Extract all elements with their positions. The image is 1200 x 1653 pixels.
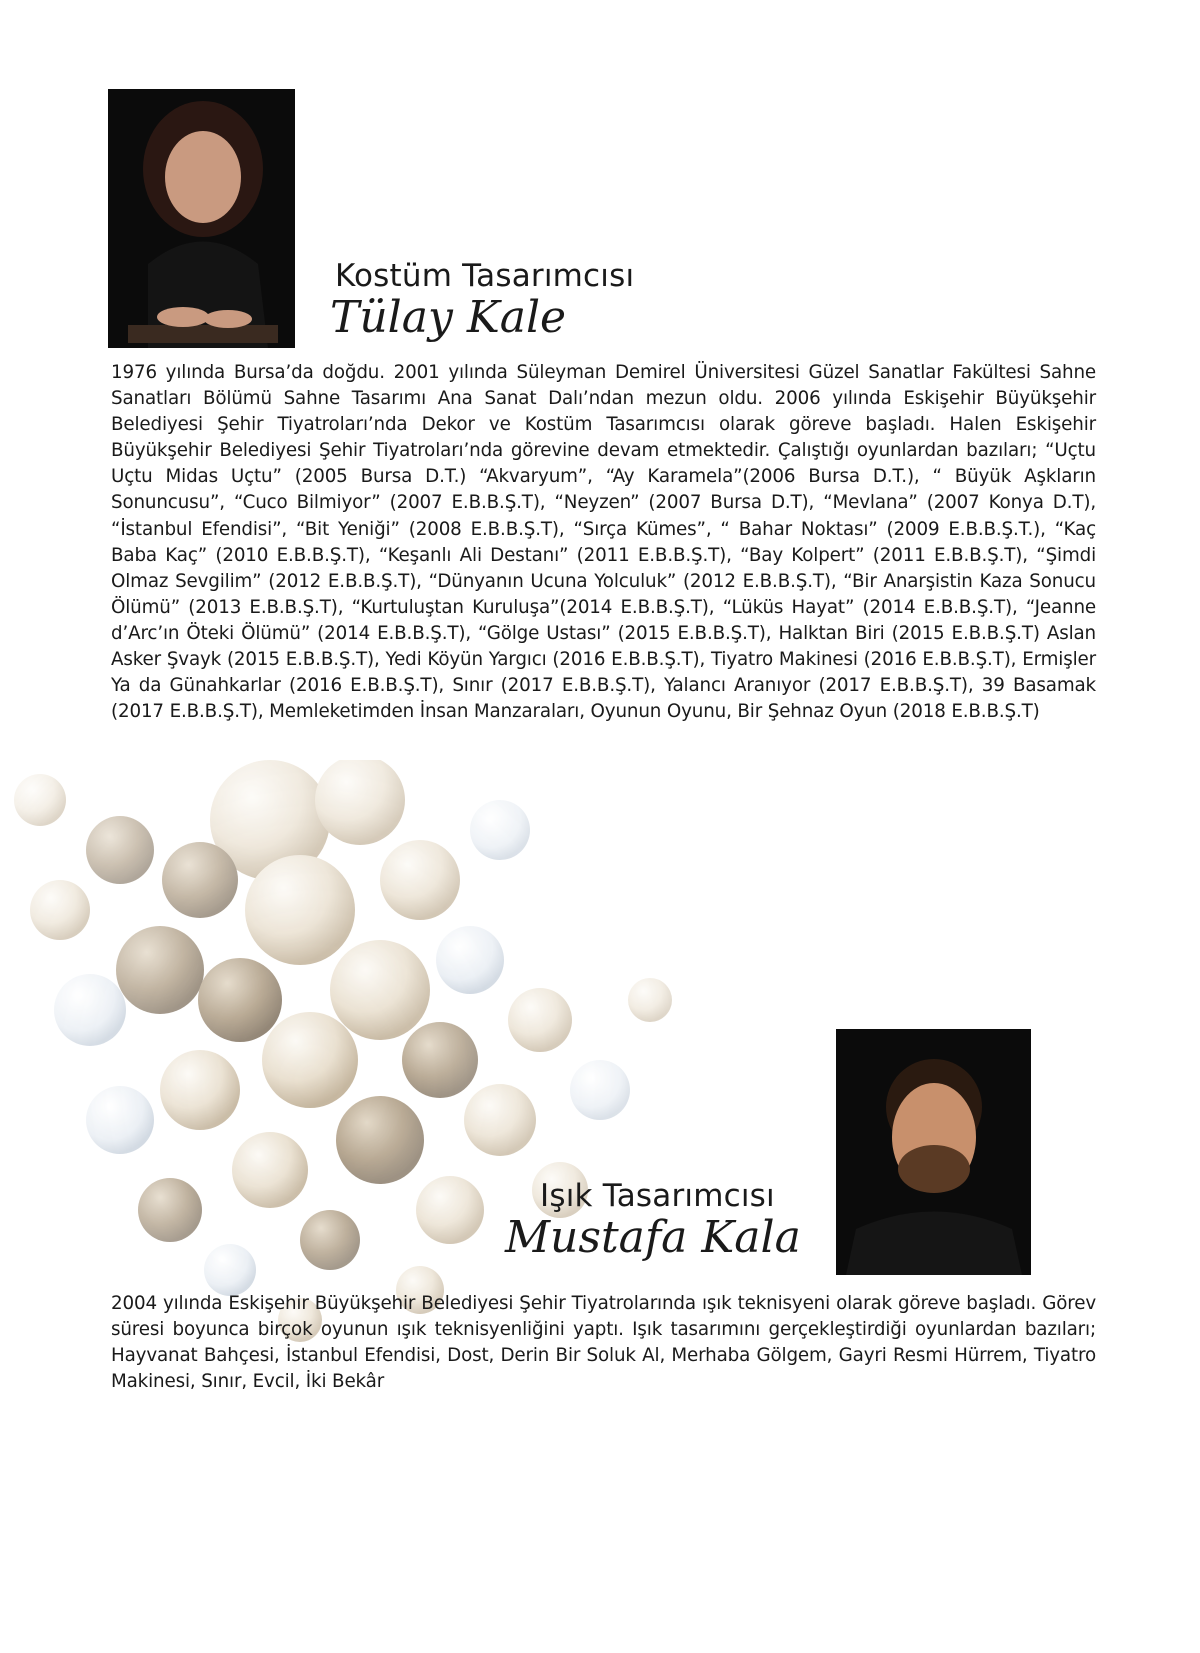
tulay-kale-photo	[108, 89, 295, 348]
tulay-kale-name: Tülay Kale	[330, 292, 567, 343]
mustafa-kala-photo	[836, 1029, 1031, 1275]
tulay-kale-bio: 1976 yılında Bursa’da doğdu. 2001 yılında Süleyman Demirel Üniversitesi Güzel Sanatlar Fakültesi Sahne Sanatları Bölümü Sahne Tasarımı Ana Sanat Dalı’ndan mezun oldu. 2006 yılında Eskişehir Büyükşehir Belediyesi Şehir Tiyatroları’nda Dekor ve Kostüm Tasarımcısı olarak göreve başladı. Halen Eskişehir Büyükşehir Belediyesi Şehir Tiyatroları’nda görevine devam etmektedir. Çalıştığı oyunlardan bazıları; “Uçtu Uçtu Midas Uçtu” (2005 Bursa D.T.) “Akvaryum”, “Ay Karamela”(2006 Bursa D.T.), “ Büyük Aşkların Sonuncusu”, “Cuco Bilmiyor” (2007 E.B.B.Ş.T), “Neyzen” (2007 Bursa D.T), “Mevlana” (2007 Konya D.T), “İstanbul Efendisi”, “Bit Yeniği” (2008 E.B.B.Ş.T), “Sırça Kümes”, “ Bahar Noktası” (2009 E.B.B.Ş.T.), “Kaç Baba Kaç” (2010 E.B.B.Ş.T), “Keşanlı Ali Destanı” (2011 E.B.B.Ş.T), “Bay Kolpert” (2011 E.B.B.Ş.T), “Şimdi Olmaz Sevgilim” (2012 E.B.B.Ş.T), “Dünyanın Ucuna Yolculuk” (2012 E.B.B.Ş.T), “Bir Anarşistin Kaza Sonucu Ölümü” (2013 E.B.B.Ş.T), “Kurtuluştan Kuruluşa”(2014 E.B.B.Ş.T), “Lüküs Hayat” (2014 E.B.B.Ş.T), “Jeanne d’Arc’ın Öteki Ölümü” (2014 E.B.B.Ş.T), “Gölge Ustası” (2015 E.B.B.Ş.T), Halktan Biri (2015 E.B.B.Ş.T) Aslan Asker Şvayk (2015 E.B.B.Ş.T), Yedi Köyün Yargıcı (2016 E.B.B.Ş.T), Tiyatro Makinesi (2016 E.B.B.Ş.T), Ermişler Ya da Günahkarlar (2016 E.B.B.Ş.T), Sınır (2017 E.B.B.Ş.T), Yalancı Aranıyor (2017 E.B.B.Ş.T), 39 Basamak (2017 E.B.B.Ş.T), Memleketimden İnsan Manzaraları, Oyunun Oyunu, Bir Şehnaz Oyun (2018 E.B.B.Ş.T)	[111, 362, 1096, 723]
mustafa-kala-name: Mustafa Kala	[505, 1212, 801, 1263]
costume-designer-role: Kostüm Tasarımcısı	[335, 258, 635, 294]
lighting-designer-role: Işık Tasarımcısı	[540, 1178, 775, 1214]
mustafa-kala-bio: 2004 yılında Eskişehir Büyükşehir Belediyesi Şehir Tiyatrolarında ışık teknisyeni olarak göreve başladı. Görev süresi boyunca birçok oyunun ışık teknisyenliğini yaptı. Işık tasarımını gerçekleştirdiği oyunlardan bazıları; Hayvanat Bahçesi, İstanbul Efendisi, Dost, Derin Bir Soluk Al, Merhaba Gölgem, Gayri Resmi Hürrem, Tiyatro Makinesi, Sınır, Evcil, İki Bekâr	[111, 1293, 1096, 1393]
